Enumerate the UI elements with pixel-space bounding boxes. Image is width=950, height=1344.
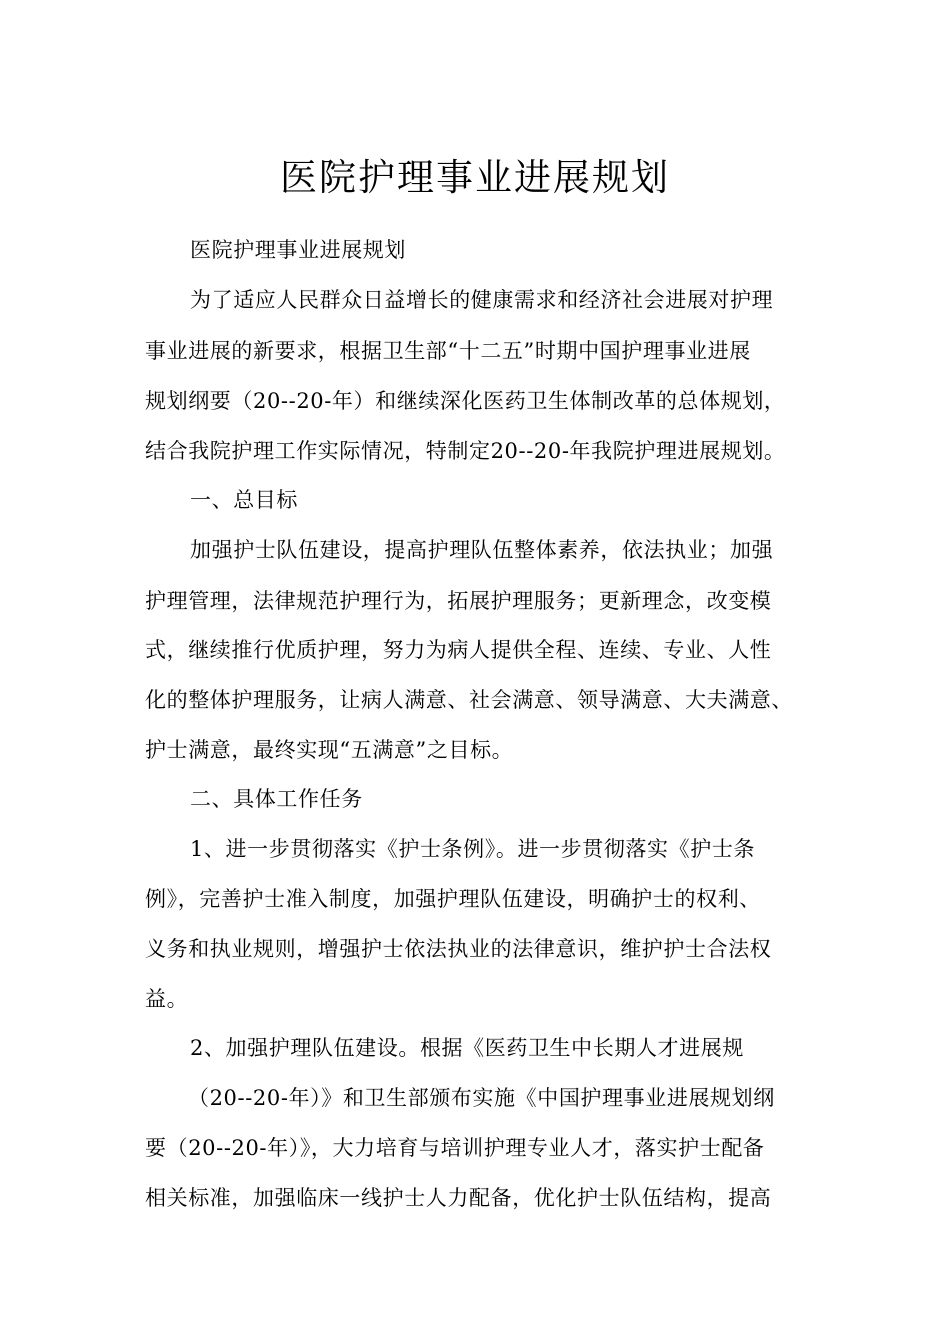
paragraph-line: 结合我院护理工作实际情况，特制定20--20-年我院护理进展规划。 [145, 439, 786, 463]
paragraph-line: 相关标准，加强临床一线护士人力配备，优化护士队伍结构，提高 [145, 1186, 772, 1210]
section-heading: 一、总目标 [190, 488, 298, 512]
paragraph-line: 加强护士队伍建设，提高护理队伍整体素养，依法执业；加强 [190, 538, 774, 562]
document-title: 医院护理事业进展规划 [280, 155, 670, 199]
subtitle-line: 医院护理事业进展规划 [190, 238, 406, 262]
paragraph-line: 义务和执业规则，增强护士依法执业的法律意识，维护护士合法权 [145, 937, 772, 961]
paragraph-line: 益。 [145, 987, 189, 1011]
paragraph-line: （20--20-年）》和卫生部颁布实施《中国护理事业进展规划纲 [188, 1086, 775, 1110]
paragraph-line: 2、加强护理队伍建设。根据《医药卫生中长期人才进展规 [190, 1036, 744, 1060]
paragraph-line: 护士满意，最终实现“五满意”之目标。 [145, 738, 514, 762]
paragraph-line: 事业进展的新要求，根据卫生部“十二五”时期中国护理事业进展 [145, 339, 751, 363]
paragraph-line: 要（20--20-年）》，大力培育与培训护理专业人才，落实护士配备 [145, 1136, 765, 1160]
paragraph-line: 1、进一步贯彻落实《护士条例》。进一步贯彻落实《护士条 [190, 837, 756, 861]
section-heading: 二、具体工作任务 [190, 787, 363, 811]
paragraph-line: 为了适应人民群众日益增长的健康需求和经济社会进展对护理 [190, 288, 774, 312]
paragraph-line: 护理管理，法律规范护理行为，拓展护理服务；更新理念，改变模 [145, 589, 772, 613]
paragraph-line: 化的整体护理服务，让病人满意、社会满意、领导满意、大夫满意、 [145, 688, 793, 712]
paragraph-line: 式，继续推行优质护理，努力为病人提供全程、连续、专业、人性 [145, 638, 772, 662]
paragraph-line: 规划纲要（20--20-年）和继续深化医药卫生体制改革的总体规划， [145, 389, 786, 413]
paragraph-line: 例》，完善护士准入制度，加强护理队伍建设，明确护士的权利、 [145, 887, 761, 911]
